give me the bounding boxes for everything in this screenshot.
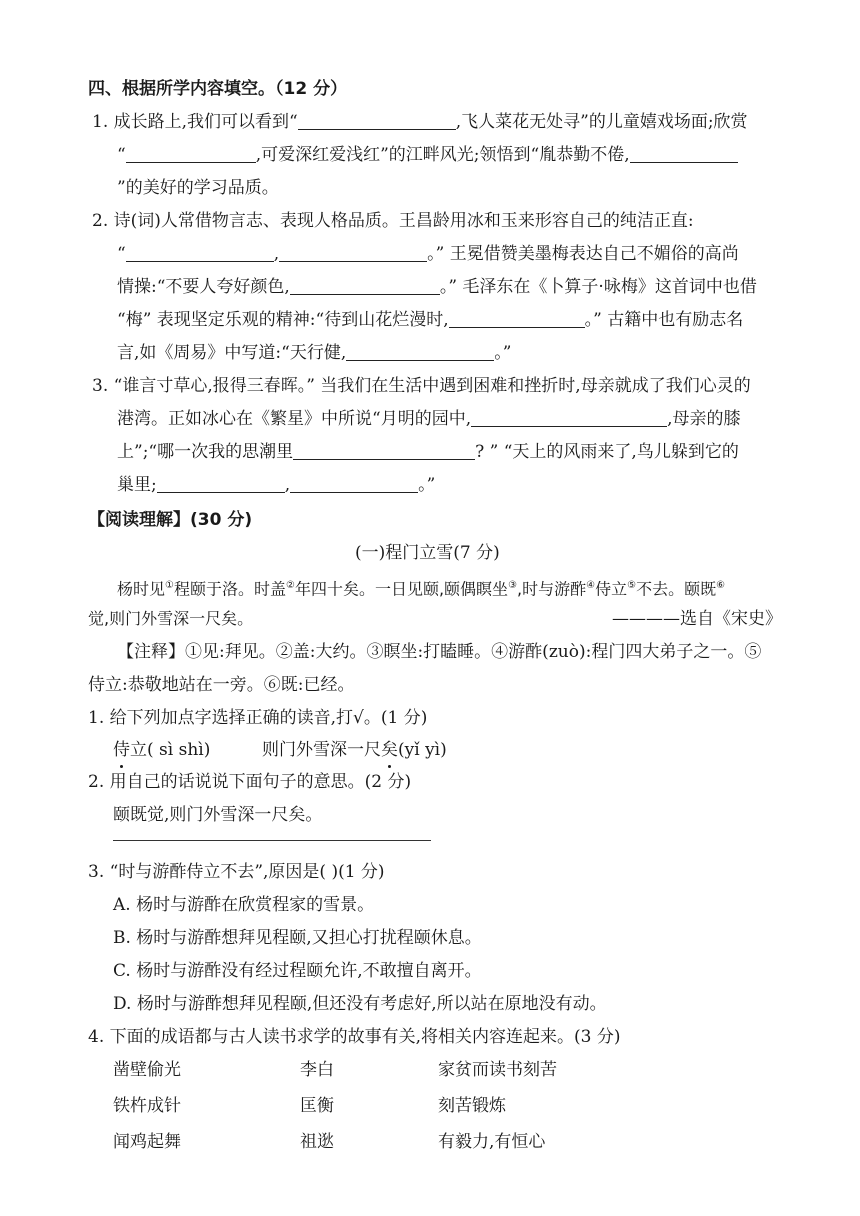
match-person[interactable]: 祖逖 [300, 1132, 334, 1152]
choice-option-b[interactable]: B. 杨时与游酢想拜见程颐,又担心打扰程颐休息。 [113, 928, 482, 948]
fill-question-2-line-3: 情操:“不要人夸好颜色, 。” 毛泽东在《卜算子·咏梅》这首词中也借 [117, 277, 757, 297]
answer-blank[interactable] [126, 144, 256, 163]
answer-blank[interactable] [471, 408, 667, 427]
reading-section-heading: 【阅读理解】(30 分) [88, 510, 253, 530]
answer-blank[interactable] [290, 474, 418, 493]
fill-question-1-line-2: “ ,可爱深红爱浅红”的江畔风光;领悟到“胤恭勤不倦, [117, 143, 738, 167]
passage-source: ————选自《宋史》 [612, 609, 782, 629]
choice-option-a[interactable]: A. 杨时与游酢在欣赏程家的雪景。 [113, 895, 375, 915]
fill-question-3-line-4: 巢里; , 。” [117, 475, 436, 495]
answer-line[interactable] [113, 840, 431, 841]
match-trait[interactable]: 刻苦锻炼 [438, 1096, 506, 1116]
answer-blank[interactable] [126, 243, 274, 262]
reading-question-4: 4. 下面的成语都与古人读书求学的故事有关,将相关内容连起来。(3 分) [88, 1027, 621, 1047]
pronunciation-option-a[interactable]: 侍立( sì shì) [113, 740, 211, 760]
notes-line-1: 【注释】①见:拜见。②盖:大约。③瞑坐:打瞌睡。④游酢(zuò):程门四大弟子之一。⑤ [117, 642, 762, 662]
notes-line-2: 侍立:恭敬地站在一旁。⑥既:已经。 [88, 675, 355, 695]
answer-blank[interactable] [293, 441, 475, 460]
fill-question-3-line-1: 3. “谁言寸草心,报得三春晖。” 当我们在生活中遇到困难和挫折时,母亲就成了我们心灵的 [92, 376, 751, 396]
choice-option-c[interactable]: C. 杨时与游酢没有经过程颐允许,不敢擅自离开。 [113, 961, 482, 981]
fill-question-2-line-4: “梅” 表现坚定乐观的精神:“待到山花烂漫时, 。” 古籍中也有励志名 [117, 310, 744, 330]
reading-question-1: 1. 给下列加点字选择正确的读音,打√。(1 分) [88, 708, 428, 728]
fill-question-2-line-5: 言,如《周易》中写道:“天行健, 。” [117, 343, 512, 363]
match-trait[interactable]: 家贫而读书刻苦 [438, 1060, 557, 1080]
passage-line-2: 觉,则门外雪深一尺矣。 [88, 609, 254, 628]
fill-question-1-line-1: 1. 成长路上,我们可以看到“ ,飞人菜花无处寻”的儿童嬉戏场面;欣赏 [92, 112, 748, 132]
match-person[interactable]: 李白 [300, 1060, 334, 1080]
passage-title: (一)程门立雪(7 分) [355, 543, 500, 563]
reading-question-3: 3. “时与游酢侍立不去”,原因是( )(1 分) [88, 862, 385, 882]
fill-question-3-line-3: 上”;“哪一次我的思潮里 ? ” “天上的风雨来了,鸟儿躲到它的 [117, 442, 739, 462]
translate-sentence: 颐既觉,则门外雪深一尺矣。 [113, 805, 323, 825]
match-idiom[interactable]: 闻鸡起舞 [113, 1132, 181, 1152]
fill-question-1-line-3: ”的美好的学习品质。 [117, 178, 279, 198]
answer-blank[interactable] [449, 309, 585, 328]
passage-line-1: 杨时见①程颐于洛。时盖②年四十矣。一日见颐,颐偶瞑坐③,时与游酢④侍立⑤不去。颐既⑥ [117, 579, 726, 599]
section-heading: 四、根据所学内容填空。（12 分） [88, 79, 348, 99]
match-trait[interactable]: 有毅力,有恒心 [438, 1132, 546, 1152]
pronunciation-option-b[interactable]: 则门外雪深一尺矣(yǐ yì) [262, 740, 447, 760]
reading-question-2: 2. 用自己的话说说下面句子的意思。(2 分) [88, 772, 412, 792]
match-idiom[interactable]: 凿壁偷光 [113, 1060, 181, 1080]
fill-question-3-line-2: 港湾。正如冰心在《繁星》中所说“月明的园中, ,母亲的膝 [117, 409, 741, 429]
match-idiom[interactable]: 铁杵成针 [113, 1096, 181, 1116]
answer-blank[interactable] [279, 243, 427, 262]
match-person[interactable]: 匡衡 [300, 1096, 334, 1116]
answer-blank[interactable] [298, 111, 456, 130]
answer-blank[interactable] [630, 144, 738, 163]
fill-question-2-line-1: 2. 诗(词)人常借物言志、表现人格品质。王昌龄用冰和玉来形容自己的纯洁正直: [92, 211, 694, 231]
answer-blank[interactable] [346, 342, 494, 361]
answer-blank[interactable] [157, 474, 285, 493]
answer-blank[interactable] [290, 276, 440, 295]
choice-option-d[interactable]: D. 杨时与游酢想拜见程颐,但还没有考虑好,所以站在原地没有动。 [113, 994, 607, 1014]
fill-question-2-line-2: “ , 。” 王冕借赞美墨梅表达自己不媚俗的高尚 [117, 244, 739, 264]
